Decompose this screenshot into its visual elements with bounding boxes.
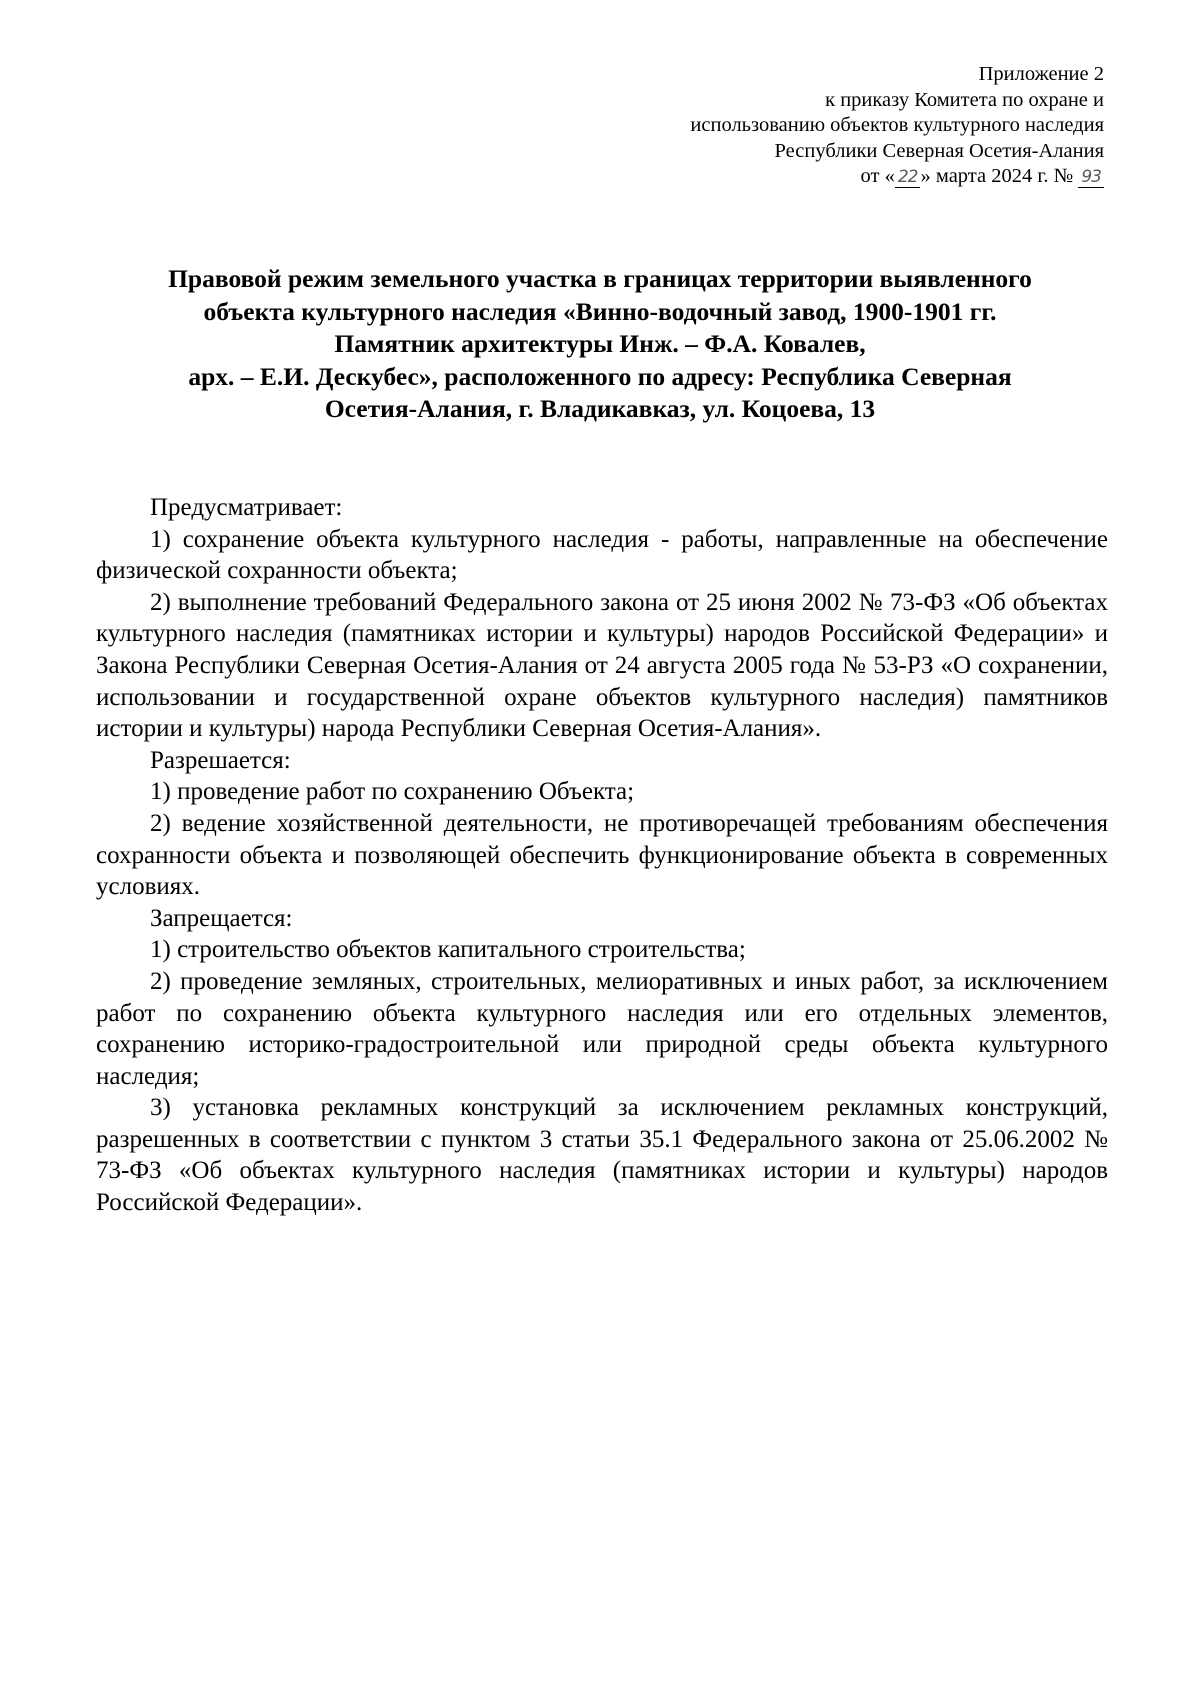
title-line: арх. – Е.И. Дескубес», расположенного по адресу: Республика Северная [188, 361, 1012, 391]
document-title [100, 263, 1100, 426]
title-line: Осетия-Алания, г. Владикавказ, ул. Коцоева, 13 [324, 394, 876, 423]
appendix-header [544, 62, 1104, 191]
date-middle: » марта 2024 г. № [920, 165, 1074, 187]
appendix-date-line [544, 164, 1104, 191]
appendix-order-ref: к приказу Комитета по охране и [825, 88, 1104, 111]
forbidden-heading: Запрещается: [150, 904, 293, 932]
provides-item: 1) сохранение объекта культурного наследия - работы, направленные на обеспечение физической сохранности объекта; [96, 525, 1108, 585]
title-line: Правовой режим земельного участка в границах территории выявленного [168, 264, 1032, 293]
date-prefix: от « [860, 165, 895, 187]
allowed-heading: Разрешается: [150, 746, 291, 774]
appendix-republic: Республики Северная Осетия-Алания [774, 139, 1104, 162]
forbidden-item: 3) установка рекламных конструкций за исключением рекламных конструкций, разрешенных в соответствии с пунктом 3 статьи 35.1 Федерального закона от 25.06.2002 № 73-ФЗ «Об объектах культурного наследия (памятниках истории и культуры) народов Российской Федерации». [96, 1094, 1108, 1217]
allowed-item: 2) ведение хозяйственной деятельности, не противоречащей требованиям обеспечения сохранности объекта и позволяющей обеспечить функционирование объекта в современных условиях. [96, 809, 1108, 901]
handwritten-number: 93 [1078, 167, 1104, 188]
title-line: Памятник архитектуры Инж. – Ф.А. Ковалев, [334, 329, 866, 358]
appendix-number: Приложение 2 [978, 63, 1104, 85]
handwritten-day: 22 [895, 167, 921, 188]
document-body [96, 492, 1108, 1219]
title-line: объекта культурного наследия «Винно-водочный завод, 1900-1901 гг. [203, 296, 997, 326]
provides-heading: Предусматривает: [150, 494, 343, 521]
provides-item: 2) выполнение требований Федерального закона от 25 июня 2002 № 73-ФЗ «Об объектах культурного наследия (памятниках истории и культуры) народов Российской Федерации» и Закона Республики Северная Осетия-Алания от 24 августа 2005 года № 53-РЗ «О сохранении, использовании и государственной охране объектов культурного наследия) памятников истории и культуры) народа Республики Северная Осетия-Алания». [96, 588, 1108, 743]
forbidden-item: 2) проведение земляных, строительных, мелиоративных и иных работ, за исключением работ по сохранению объекта культурного наследия или его отдельных элементов, сохранению историко-градостроительной или природной среды объекта культурного наследия; [96, 967, 1108, 1090]
appendix-committee: использованию объектов культурного наследия [690, 114, 1104, 136]
allowed-item: 1) проведение работ по сохранению Объекта; [150, 778, 635, 806]
forbidden-item: 1) строительство объектов капитального строительства; [150, 936, 746, 964]
